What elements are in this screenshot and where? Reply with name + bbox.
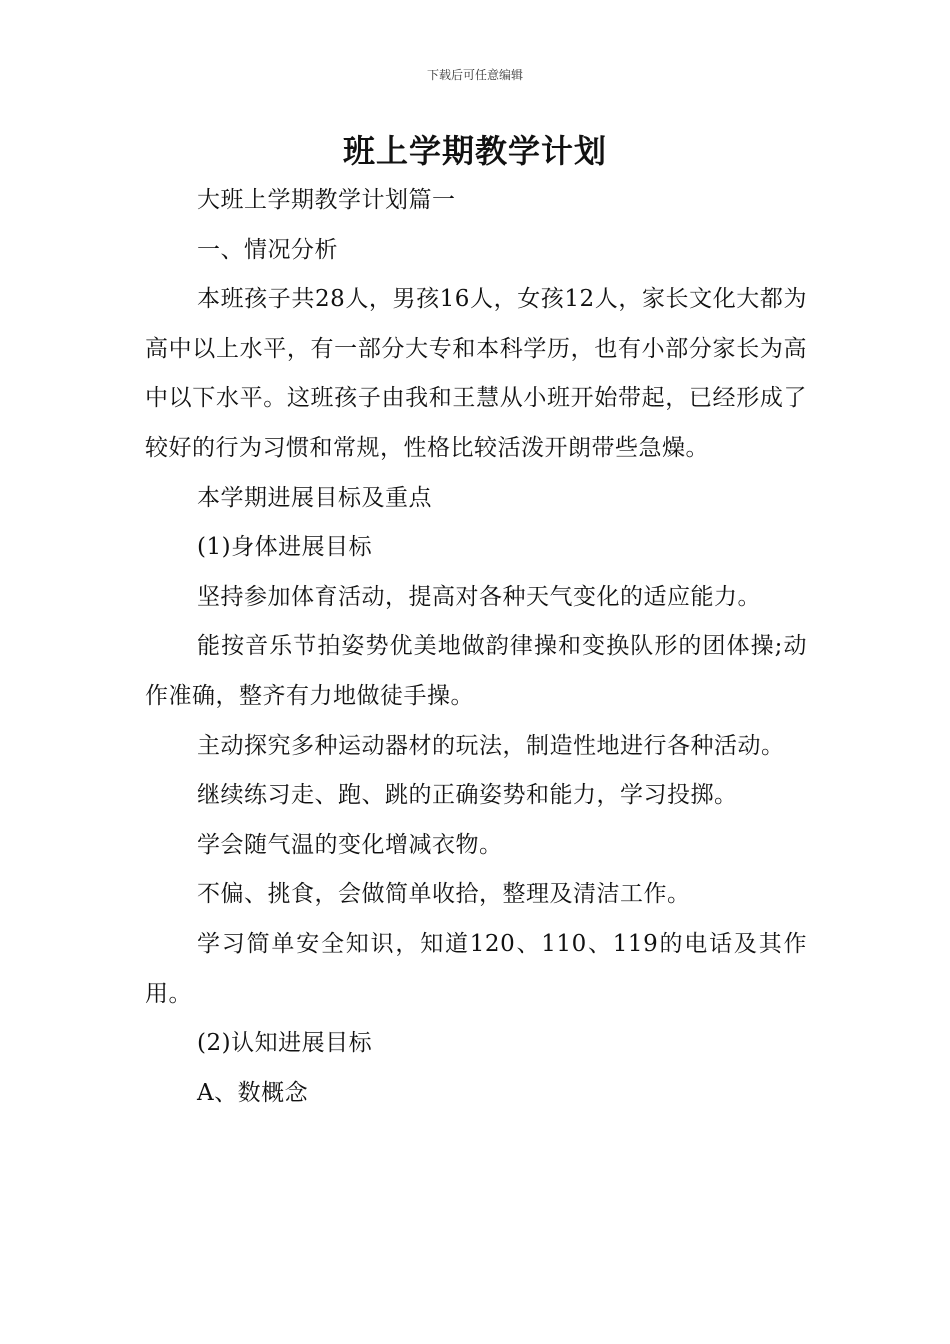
paragraph-cognitive-heading: (2)认知进展目标 xyxy=(197,1030,373,1057)
paragraph-goals-heading: 本学期进展目标及重点 xyxy=(197,484,432,511)
paragraph-item: 学习简单安全知识，知道120、110、119的电话及其作用。 xyxy=(145,930,807,1007)
paragraph-item: 主动探究多种运动器材的玩法，制造性地进行各种活动。 xyxy=(197,732,785,759)
paragraph-situation: 本班孩子共28人，男孩16人，女孩12人，家长文化大都为高中以上水平，有一部分大专和本科学历，也有小部分家长为高中以下水平。这班孩子由我和王慧从小班开始带起，已经形成了较好的行为习惯和常规，性格比较活泼开朗带些急燥。 xyxy=(145,286,807,461)
paragraph-number-concept: A、数概念 xyxy=(197,1079,309,1106)
document-title: 班上学期教学计划 xyxy=(342,132,607,170)
header-note: 下载后可任意编辑 xyxy=(426,68,523,82)
paragraph-physical-heading: (1)身体进展目标 xyxy=(197,534,373,561)
document-body xyxy=(145,176,807,1118)
paragraph-item: 继续练习走、跑、跳的正确姿势和能力，学习投掷。 xyxy=(197,782,738,809)
paragraph-item: 能按音乐节拍姿势优美地做韵律操和变换队形的团体操;动作准确，整齐有力地做徒手操。 xyxy=(145,633,807,709)
paragraph-item: 不偏、挑食，会做简单收拾，整理及清洁工作。 xyxy=(197,881,691,908)
paragraph-item: 学会随气温的变化增减衣物。 xyxy=(197,831,503,858)
paragraph-item: 坚持参加体育活动，提高对各种天气变化的适应能力。 xyxy=(197,583,761,610)
paragraph-subtitle: 大班上学期教学计划篇一 xyxy=(197,187,456,213)
paragraph-section-heading: 一、情况分析 xyxy=(197,236,338,263)
